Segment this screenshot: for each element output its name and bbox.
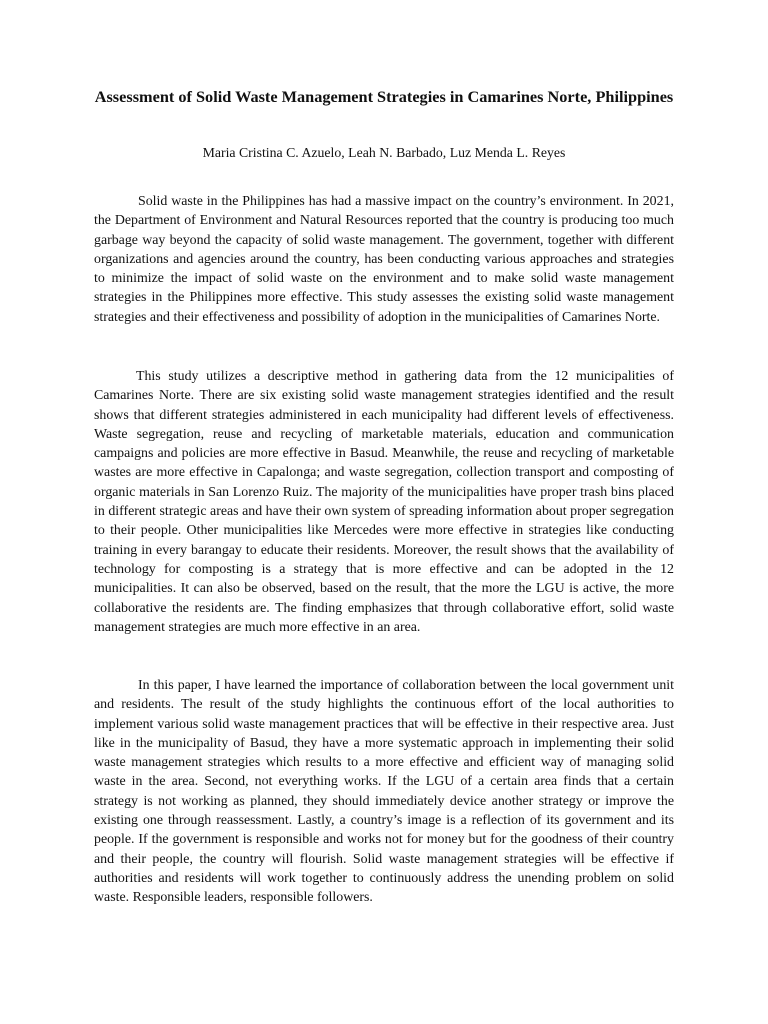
document-title: Assessment of Solid Waste Management Strategies in Camarines Norte, Philippines xyxy=(94,87,674,106)
paragraph-findings: This study utilizes a descriptive method in gathering data from the 12 municipalities of Camarines Norte. There are six existing solid waste management strategies identified and the result shows that different strategies administered in each municipality had different levels of effectiveness. Waste segregation, reuse and recycling of marketable materials, education and communication campaigns and policies are more effective in Basud. Meanwhile, the reuse and recycling of marketable wastes are more effective in Capalonga; and waste segregation, collection transport and composting of organic materials in San Lorenzo Ruiz. The majority of the municipalities have proper trash bins placed in different strategic areas and have their own system of spreading information about proper segregation to their people. Other municipalities like Mercedes were more effective in strategies like conducting training in every barangay to educate their residents. Moreover, the result shows that the availability of technology for composting is a strategy that is more effective and can be adopted in the 12 municipalities. It can also be observed, based on the result, that the more the LGU is active, the more collaborative the residents are. The finding emphasizes that through collaborative effort, solid waste management strategies are much more effective in an area. xyxy=(94,369,674,635)
paragraph-reflection: In this paper, I have learned the importance of collaboration between the local government unit and residents. The result of the study highlights the continuous effort of the local authorities to implement various solid waste management practices that will be effective in their respective area. Just like in the municipality of Basud, they have a more systematic approach in implementing their solid waste management strategies which results to a more effective and efficient way of managing solid waste in the area. Second, not everything works. If the LGU of a certain area finds that a certain strategy is not working as planned, they should immediately device another strategy or improve the existing one through reassessment. Lastly, a country’s image is a reflection of its government and its people. If the government is responsible and works not for money but for the goodness of their country and their people, the country will flourish. Solid waste management strategies will be effective if authorities and residents will work together to continuously address the unending problem on solid waste. Responsible leaders, responsible followers. xyxy=(94,678,674,906)
paragraph-introduction: Solid waste in the Philippines has had a massive impact on the country’s environment. In 2021, the Department of Environment and Natural Resources reported that the country is producing too much garbage way beyond the capacity of solid waste management. The government, together with different organizations and agencies around the country, has been conducting various approaches and strategies to minimize the impact of solid waste on the environment and to make solid waste management strategies in the Philippines more effective. This study assesses the existing solid waste management strategies and their effectiveness and possibility of adoption in the municipalities of Camarines Norte. xyxy=(94,194,674,325)
author-list: Maria Cristina C. Azuelo, Leah N. Barbado, Luz Menda L. Reyes xyxy=(202,145,566,160)
